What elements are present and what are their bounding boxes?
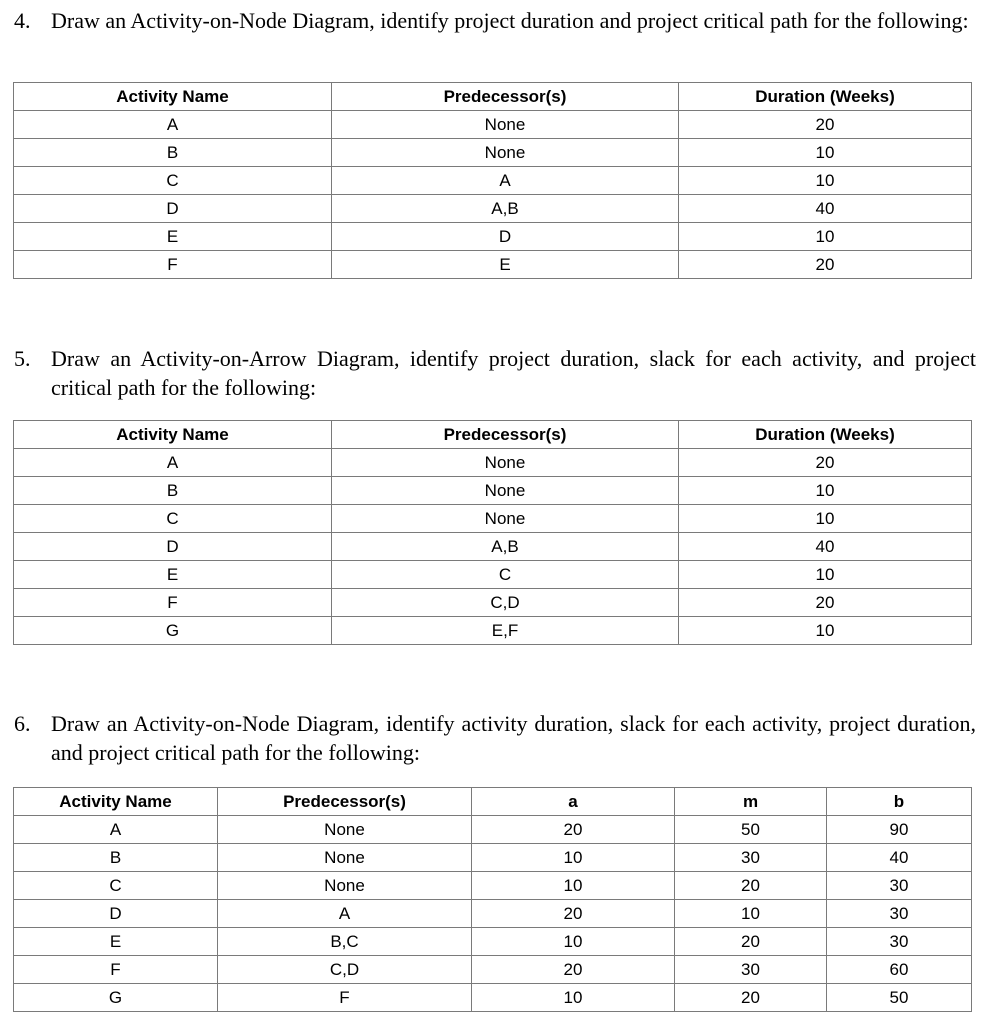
question-4-text: Draw an Activity-on-Node Diagram, identify project duration and project critical path for the following:: [51, 8, 969, 33]
table-cell: 10: [472, 844, 675, 872]
table-cell: A: [14, 816, 218, 844]
table-cell: D: [14, 900, 218, 928]
table-row: [14, 533, 972, 561]
column-header: Predecessor(s): [218, 788, 472, 816]
question-5-number: 5.: [14, 346, 31, 371]
table-row: [14, 223, 972, 251]
question-6-text: Draw an Activity-on-Node Diagram, identify activity duration, slack for each activity, project duration, and project critical path for the following:: [51, 711, 976, 765]
table-cell: A: [218, 900, 472, 928]
question-6-number: 6.: [14, 711, 31, 736]
table-cell: E: [14, 928, 218, 956]
question-4-number: 4.: [14, 8, 31, 33]
question-5-text: Draw an Activity-on-Arrow Diagram, identify project duration, slack for each activity, and project critical path for the following:: [51, 346, 976, 400]
table-cell: A: [14, 111, 332, 139]
table-row: [14, 505, 972, 533]
table-row: [14, 195, 972, 223]
table-cell: B: [14, 477, 332, 505]
table-cell: 40: [827, 844, 972, 872]
question-5-table: [13, 420, 972, 645]
table-cell: A: [14, 449, 332, 477]
table-cell: D: [14, 195, 332, 223]
table-row: [14, 617, 972, 645]
table-cell: C: [14, 505, 332, 533]
question-4-table: [13, 82, 972, 279]
table-cell: None: [332, 505, 679, 533]
table-row: [14, 561, 972, 589]
question-5: [14, 344, 976, 402]
table-cell: F: [14, 956, 218, 984]
table-row: [14, 139, 972, 167]
table-header-row: [14, 788, 972, 816]
table-cell: 30: [827, 928, 972, 956]
column-header: a: [472, 788, 675, 816]
table-cell: 10: [679, 505, 972, 533]
table-cell: A: [332, 167, 679, 195]
table-cell: 20: [679, 111, 972, 139]
table-cell: 90: [827, 816, 972, 844]
table-cell: None: [332, 449, 679, 477]
question-4: [14, 6, 976, 35]
table-row: [14, 928, 972, 956]
table-cell: None: [332, 111, 679, 139]
table-row: [14, 449, 972, 477]
table-row: [14, 477, 972, 505]
table-row: [14, 956, 972, 984]
table-cell: 30: [675, 956, 827, 984]
table-cell: None: [218, 872, 472, 900]
table-cell: F: [218, 984, 472, 1012]
column-header: b: [827, 788, 972, 816]
table-cell: 20: [472, 956, 675, 984]
table-row: [14, 816, 972, 844]
table-cell: D: [332, 223, 679, 251]
table-cell: E: [14, 223, 332, 251]
table-cell: C,D: [218, 956, 472, 984]
table-cell: E: [14, 561, 332, 589]
table-cell: 50: [675, 816, 827, 844]
table-cell: A,B: [332, 195, 679, 223]
table-cell: 40: [679, 195, 972, 223]
column-header: Predecessor(s): [332, 421, 679, 449]
table-cell: 50: [827, 984, 972, 1012]
table-cell: 10: [472, 984, 675, 1012]
table-cell: 30: [827, 872, 972, 900]
column-header: Predecessor(s): [332, 83, 679, 111]
table-cell: None: [218, 844, 472, 872]
table-row: [14, 251, 972, 279]
table-cell: 20: [679, 251, 972, 279]
table-cell: 10: [679, 223, 972, 251]
table-cell: B: [14, 139, 332, 167]
table-cell: 10: [679, 561, 972, 589]
table-header-row: [14, 421, 972, 449]
table-cell: 20: [675, 928, 827, 956]
table-row: [14, 844, 972, 872]
question-6: [14, 709, 976, 767]
table-cell: B: [14, 844, 218, 872]
column-header: Activity Name: [14, 421, 332, 449]
table-cell: None: [332, 139, 679, 167]
table-cell: 10: [679, 167, 972, 195]
table-cell: B,C: [218, 928, 472, 956]
table-cell: E: [332, 251, 679, 279]
column-header: m: [675, 788, 827, 816]
table-cell: 20: [675, 984, 827, 1012]
table-cell: 10: [472, 872, 675, 900]
table-row: [14, 111, 972, 139]
table-cell: 20: [472, 816, 675, 844]
table-cell: 10: [679, 139, 972, 167]
table-header-row: [14, 83, 972, 111]
table-cell: 10: [675, 900, 827, 928]
table-cell: None: [332, 477, 679, 505]
table-cell: 10: [679, 477, 972, 505]
table-cell: 10: [472, 928, 675, 956]
table-cell: E,F: [332, 617, 679, 645]
table-cell: 30: [827, 900, 972, 928]
table-cell: A,B: [332, 533, 679, 561]
table-row: [14, 900, 972, 928]
column-header: Duration (Weeks): [679, 83, 972, 111]
table-cell: F: [14, 589, 332, 617]
question-6-table: [13, 787, 972, 1012]
table-cell: 10: [679, 617, 972, 645]
table-cell: 60: [827, 956, 972, 984]
table-cell: 40: [679, 533, 972, 561]
table-row: [14, 589, 972, 617]
column-header: Duration (Weeks): [679, 421, 972, 449]
table-cell: G: [14, 617, 332, 645]
table-cell: G: [14, 984, 218, 1012]
table-row: [14, 872, 972, 900]
table-cell: C: [14, 872, 218, 900]
table-cell: 20: [679, 449, 972, 477]
table-cell: 20: [675, 872, 827, 900]
table-row: [14, 984, 972, 1012]
table-cell: C: [332, 561, 679, 589]
table-row: [14, 167, 972, 195]
table-cell: C,D: [332, 589, 679, 617]
table-cell: F: [14, 251, 332, 279]
table-cell: D: [14, 533, 332, 561]
table-cell: C: [14, 167, 332, 195]
column-header: Activity Name: [14, 788, 218, 816]
table-cell: None: [218, 816, 472, 844]
table-cell: 20: [679, 589, 972, 617]
table-cell: 30: [675, 844, 827, 872]
table-cell: 20: [472, 900, 675, 928]
column-header: Activity Name: [14, 83, 332, 111]
